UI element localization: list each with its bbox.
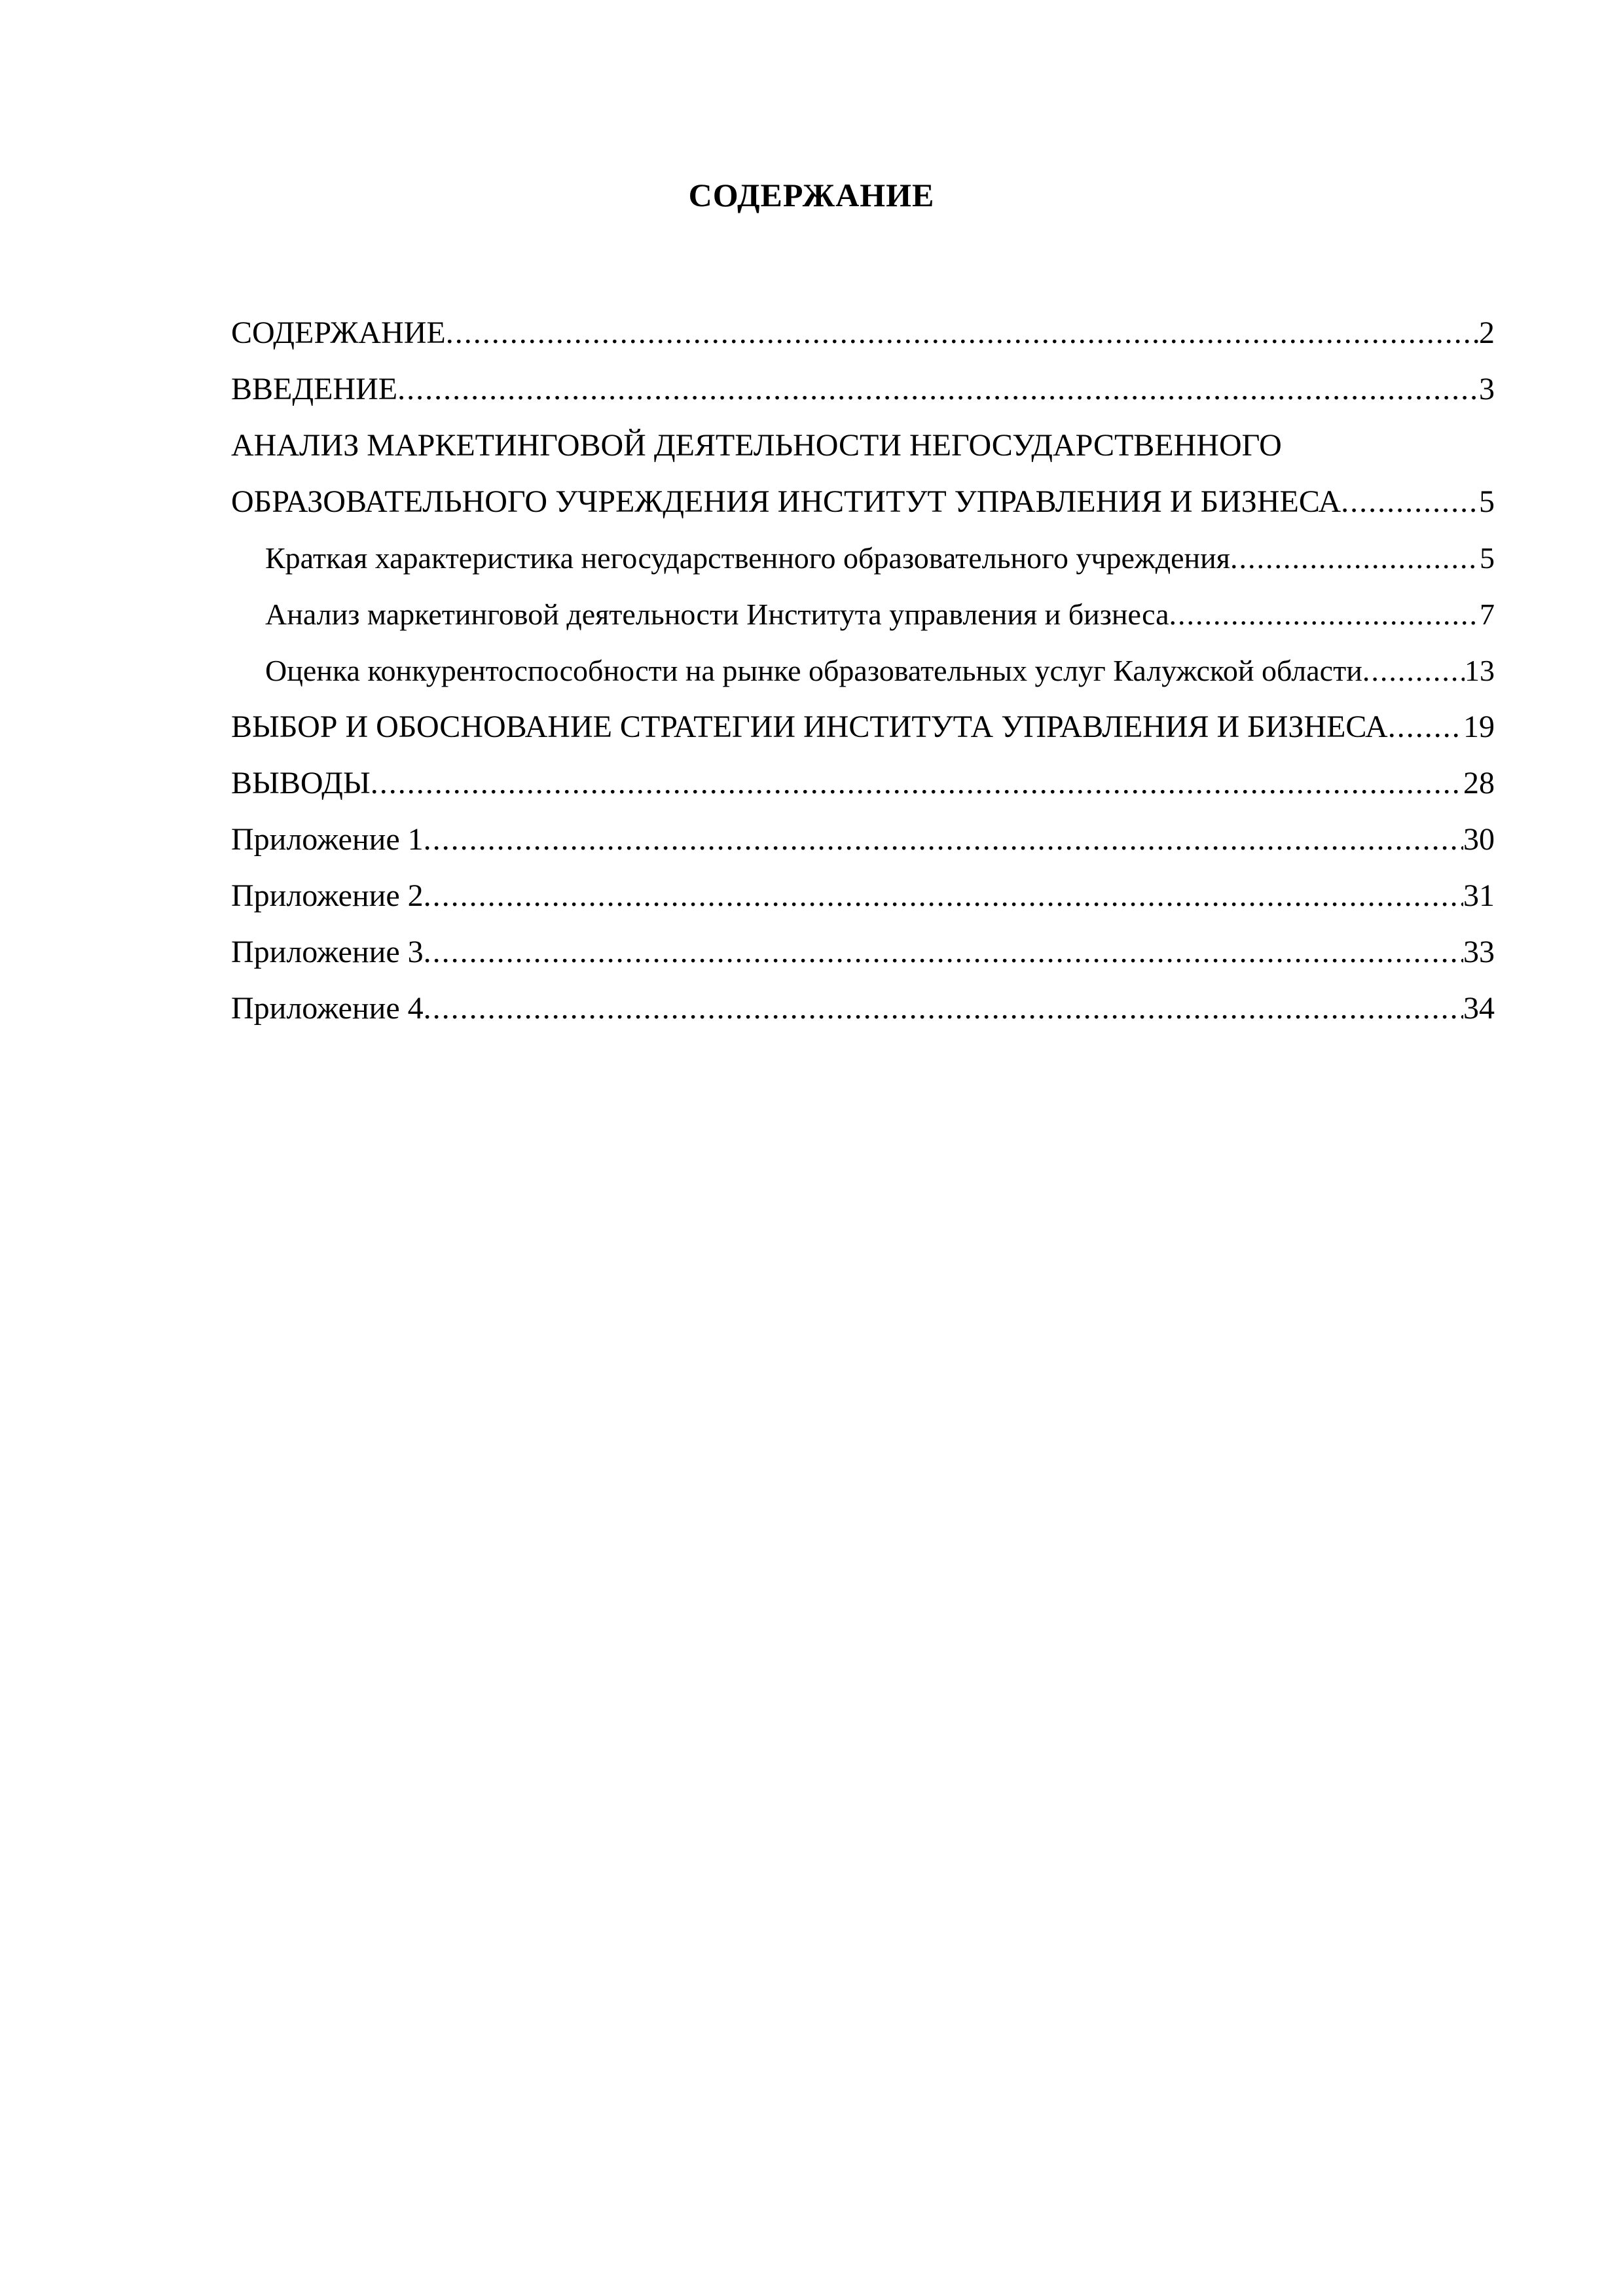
toc-leader-dots [424,812,1463,868]
toc-entry-title: ВЫВОДЫ [231,766,371,800]
toc-leader-dots [1341,474,1479,530]
toc-entry-prilozhenie-4[interactable] [231,980,1495,1037]
toc-page-number: 13 [1465,654,1495,687]
toc-leader-dots [1169,586,1480,643]
toc-entry-soderzhanie[interactable] [231,305,1495,361]
toc-entry-title: Краткая характеристика негосударственного образовательного учреждения [265,541,1230,575]
toc-entry-prilozhenie-1[interactable] [231,812,1495,868]
toc-entry-title: Приложение 1 [231,822,424,857]
toc-leader-dots [424,868,1463,924]
toc-entry-title: Приложение 3 [231,935,424,969]
toc-entry-title: СОДЕРЖАНИЕ [231,315,446,350]
toc-page-number: 33 [1463,935,1495,969]
toc-leader-dots [371,755,1463,812]
toc-page-number: 28 [1463,766,1495,800]
toc-entry-vvedenie[interactable] [231,361,1495,418]
toc-entry-title: ВВЕДЕНИЕ [231,372,398,406]
toc-entry-vybor-strategii[interactable] [231,699,1495,755]
toc-page-number: 31 [1463,878,1495,913]
toc-page-number: 3 [1479,372,1495,406]
toc-entry-prilozhenie-2[interactable] [231,868,1495,924]
toc-entry-prilozhenie-3[interactable] [231,924,1495,980]
toc-leader-dots [1388,699,1463,755]
page-title: СОДЕРЖАНИЕ [688,177,935,213]
toc-entry-otsenka-konkurentosposobnosti[interactable] [231,643,1495,699]
toc-entry-vyvody[interactable] [231,755,1495,812]
toc-page-number: 5 [1480,541,1495,575]
toc-page-number: 2 [1479,315,1495,350]
toc-leader-dots [424,980,1463,1037]
toc-entry-title: Анализ маркетинговой деятельности Института управления и бизнеса [265,598,1169,631]
toc-entry-title-line-2: ОБРАЗОВАТЕЛЬНОГО УЧРЕЖДЕНИЯ ИНСТИТУТ УПРАВЛЕНИЯ И БИЗНЕСА [231,484,1341,519]
toc-page-number: 7 [1480,598,1495,631]
toc-entry-analiz-marketingovoy[interactable] [231,586,1495,643]
table-of-contents [231,305,1495,1037]
toc-entry-title: ВЫБОР И ОБОСНОВАНИЕ СТРАТЕГИИ ИНСТИТУТА УПРАВЛЕНИЯ И БИЗНЕСА [231,709,1388,744]
toc-entry-title: Оценка конкурентоспособности на рынке образовательных услуг Калужской области [265,654,1362,687]
toc-page-number: 34 [1463,991,1495,1026]
toc-entry-analiz-chapter[interactable] [231,418,1495,530]
toc-page-number: 5 [1479,484,1495,519]
toc-entry-title-line-1: АНАЛИЗ МАРКЕТИНГОВОЙ ДЕЯТЕЛЬНОСТИ НЕГОСУДАРСТВЕННОГО [231,428,1282,463]
toc-entry-title: Приложение 4 [231,991,424,1026]
toc-entry-title: Приложение 2 [231,878,424,913]
toc-leader-dots [1362,643,1465,699]
toc-page-number: 30 [1463,822,1495,857]
toc-leader-dots [446,305,1479,361]
toc-entry-kratkaya-harakteristika[interactable] [231,530,1495,586]
toc-leader-dots [424,924,1463,980]
toc-page-number: 19 [1463,709,1495,744]
toc-leader-dots [397,361,1479,418]
toc-leader-dots [1230,530,1480,586]
